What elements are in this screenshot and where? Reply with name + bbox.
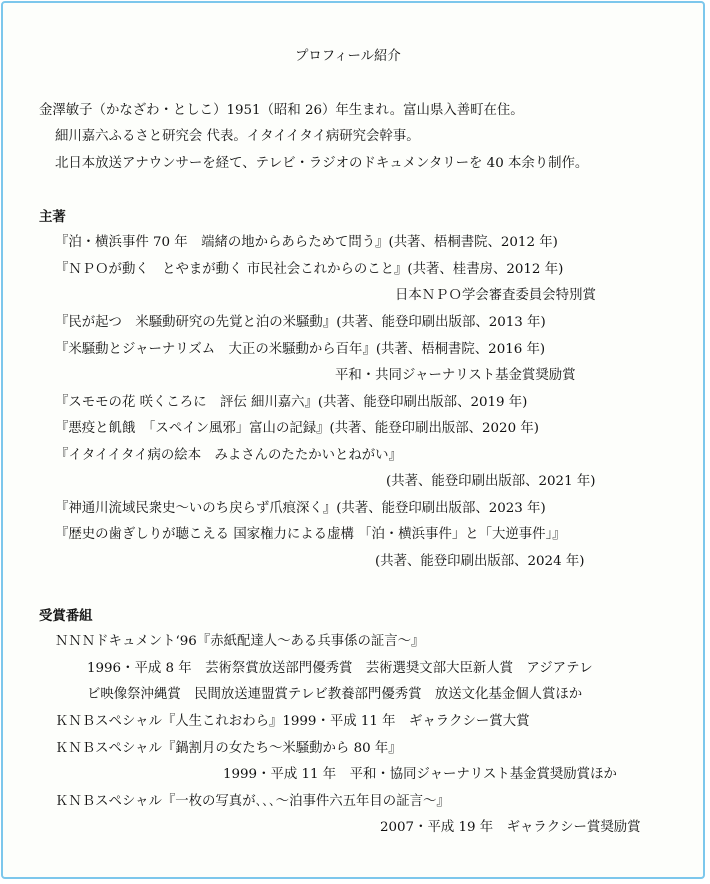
works-line: 『泊・横浜事件 70 年 端緒の地からあらためて問う』(共著、梧桐書院、2012 年) [55,235,558,250]
page-title: プロフィール紹介 [295,49,401,64]
awards-heading: 受賞番組 [39,608,93,624]
works-line: (共著、能登印刷出版部、2024 年) [375,554,585,569]
awards-line: 1999・平成 11 年 平和・協同ジャーナリスト基金賞奨励賞ほか [223,767,617,782]
works-line: 『歴史の歯ぎしりが聴こえる 国家権力による虚構 「泊・横浜事件」と「大逆事件」』 [55,527,566,542]
awards-line: 2007・平成 19 年 ギャラクシー賞奨励賞 [380,820,641,835]
works-line: (共著、能登印刷出版部、2021 年) [386,474,596,489]
works-line: 『イタイイタイ病の絵本 みよさんのたたかいとねがい』 [55,448,402,463]
awards-line: ＮＮＮドキュメント‘96『赤紙配達人〜ある兵事係の証言〜』 [55,634,425,649]
works-line: 『スモモの花 咲くころに 評伝 細川嘉六』(共著、能登印刷出版部、2019 年) [55,395,528,410]
works-heading: 主著 [39,209,66,225]
works-award-line: 平和・共同ジャーナリスト基金賞奨励賞 [335,368,576,383]
profile-name-line: 金澤敏子（かなざわ・としこ）1951（昭和 26）年生まれ。富山県入善町在住。 [39,103,524,118]
awards-line: ビ映像祭沖縄賞 民間放送連盟賞テレビ教養部門優秀賞 放送文化基金個人賞ほか [87,687,583,702]
works-line: 『悪疫と飢餓 「スペイン風邪」富山の記録』(共著、能登印刷出版部、2020 年) [55,421,539,436]
awards-line: ＫＮＢスペシャル『人生これおわら』1999・平成 11 年 ギャラクシー賞大賞 [55,714,530,729]
profile-career-line: 北日本放送アナウンサーを経て、テレビ・ラジオのドキュメンタリーを 40 本余り制作。 [55,156,589,171]
works-line: 『民が起つ 米騒動研究の先覚と泊の米騒動』(共著、能登印刷出版部、2013 年) [55,315,546,330]
profile-frame [1,1,705,879]
works-line: 『神通川流域民衆史〜いのち戻らず爪痕深く』(共著、能登印刷出版部、2023 年) [55,501,546,516]
works-line: 『米騒動とジャーナリズム 大正の米騒動から百年』(共著、梧桐書院、2016 年) [55,342,546,357]
profile-role-line: 細川嘉六ふるさと研究会 代表。イタイイタイ病研究会幹事。 [55,129,420,144]
works-line: 『ＮＰＯが動く とやまが動く 市民社会これからのこと』(共著、桂書房、2012 年) [55,262,564,277]
awards-line: ＫＮＢスペシャル『一枚の写真が､､､〜泊事件六五年目の証言〜』 [55,794,450,809]
works-award-line: 日本ＮＰＯ学会審査委員会特別賞 [395,288,596,303]
awards-line: 1996・平成 8 年 芸術祭賞放送部門優秀賞 芸術選奨文部大臣新人賞 アジアテレ [87,661,593,676]
awards-line: ＫＮＢスペシャル『鍋割月の女たち〜米騒動から 80 年』 [55,741,402,756]
